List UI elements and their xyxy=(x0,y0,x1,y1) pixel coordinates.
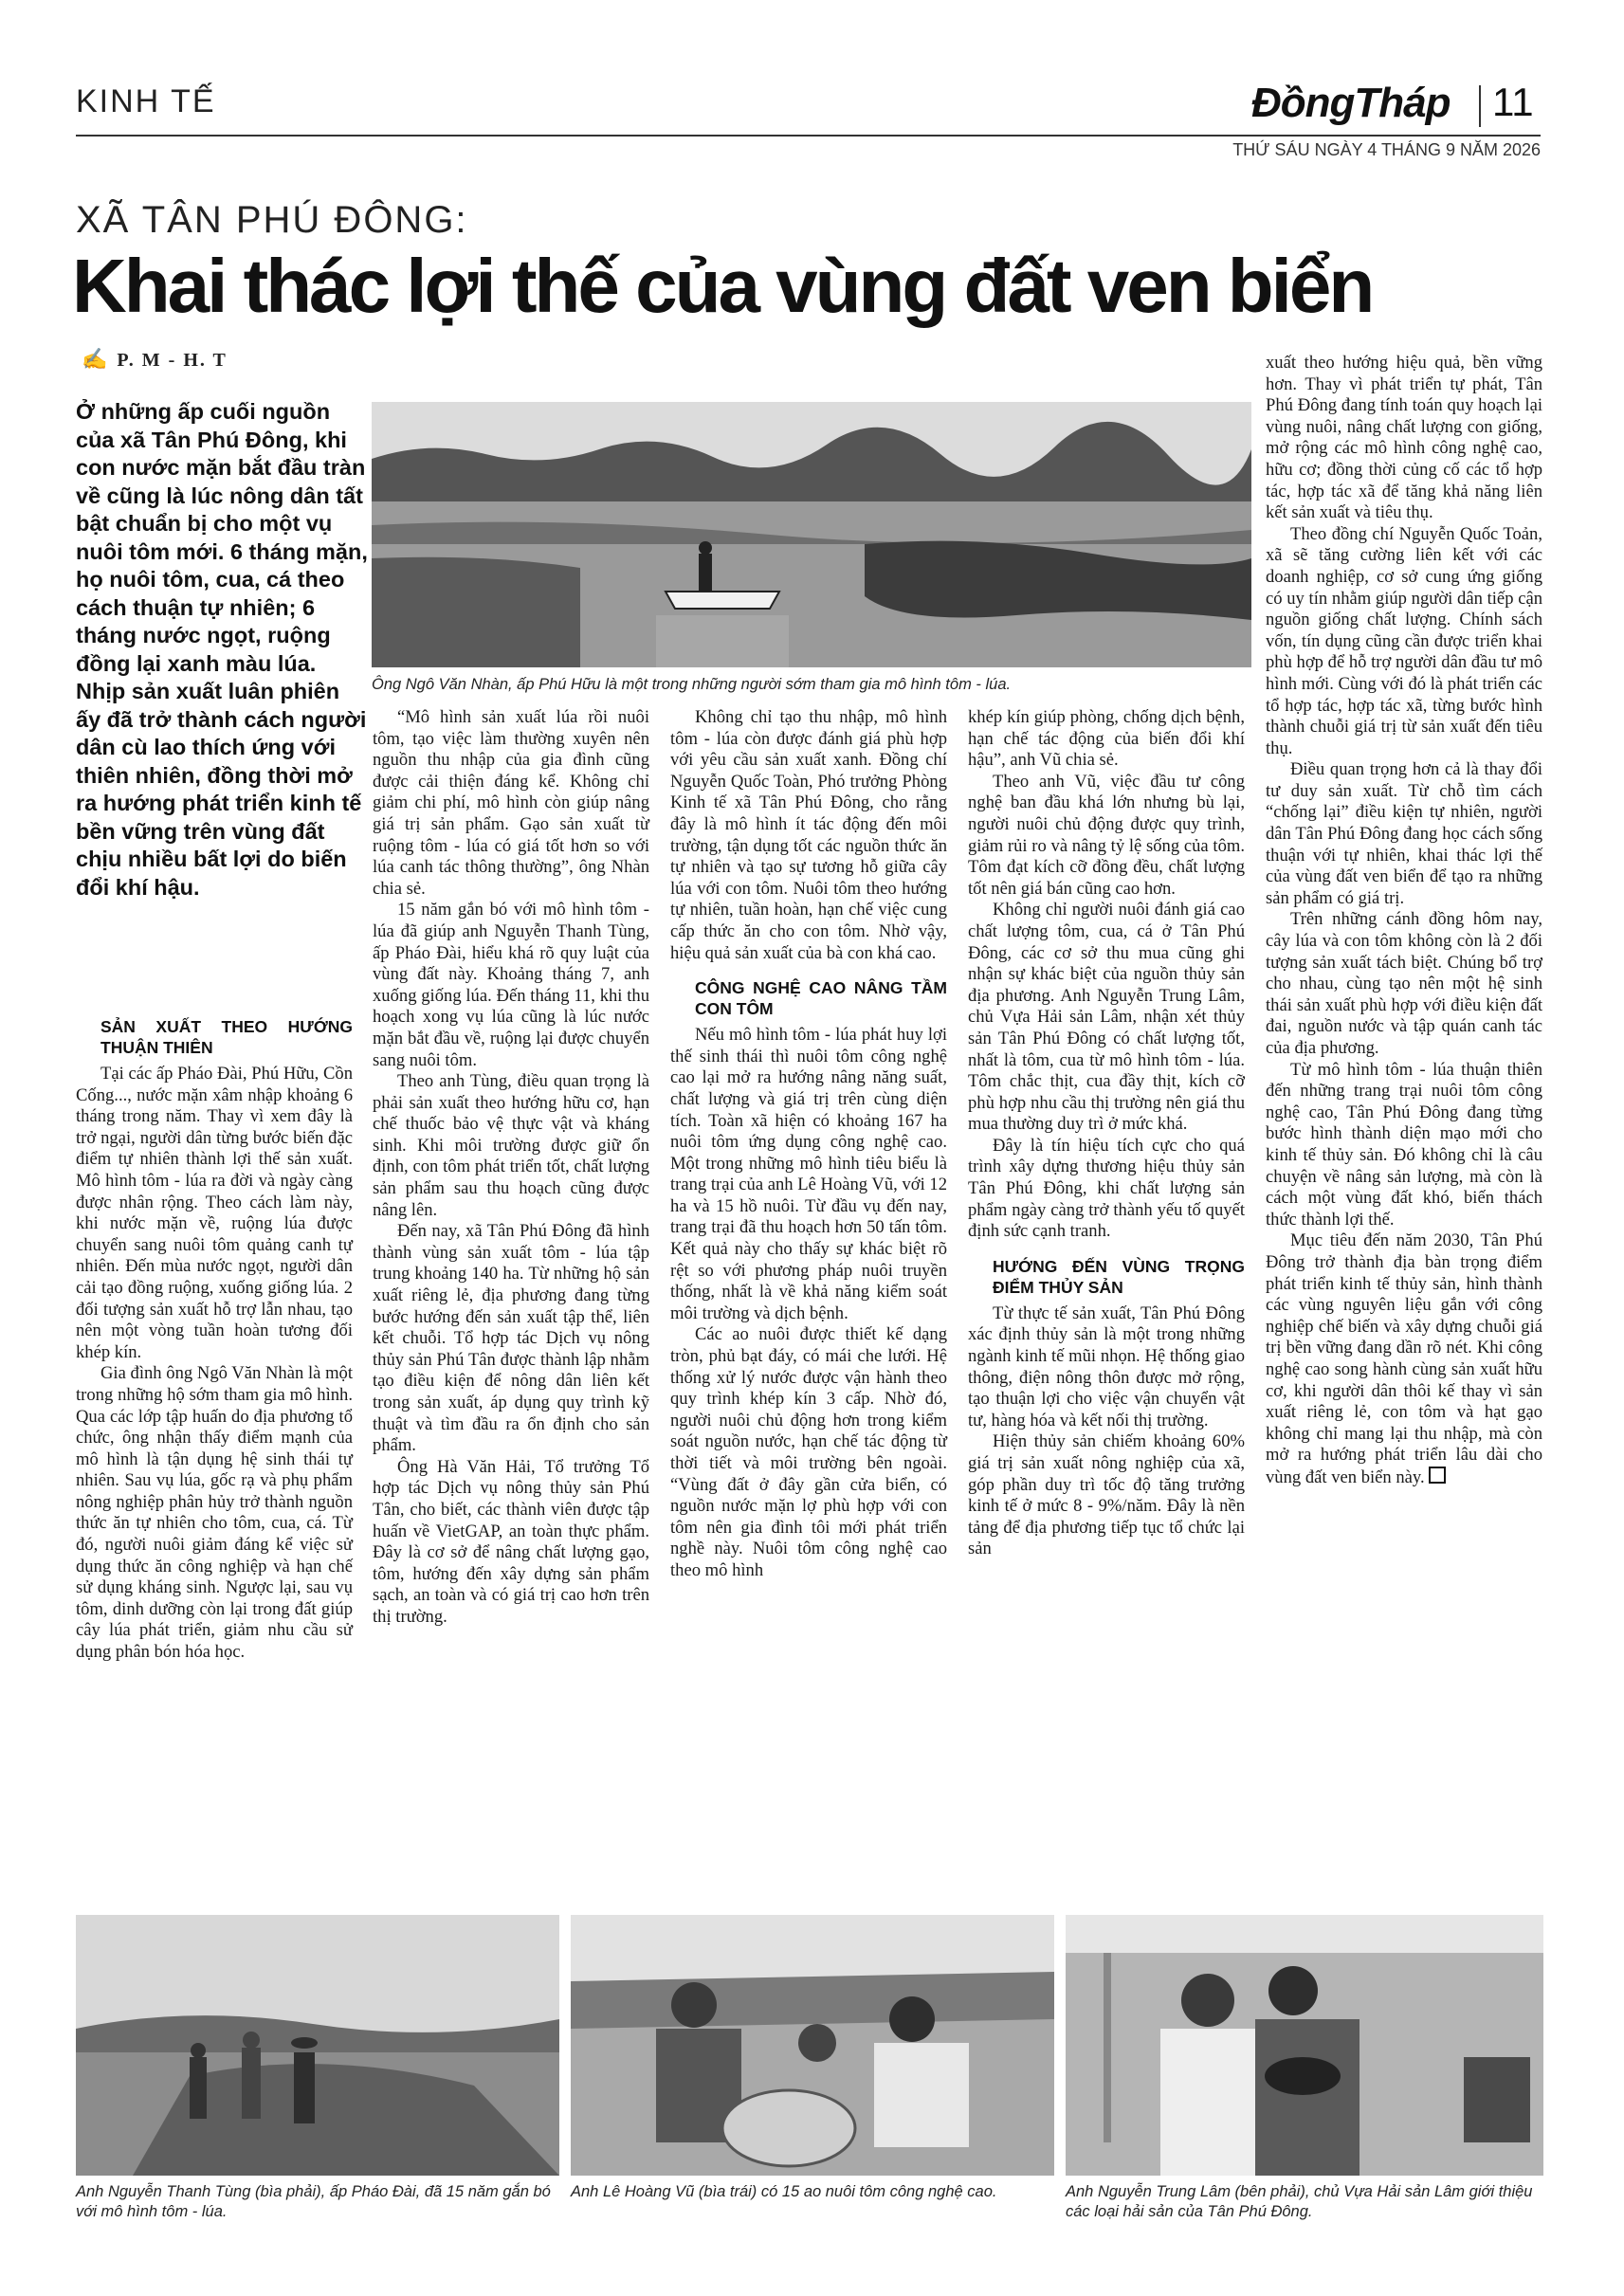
photo-right-caption: Anh Nguyễn Trung Lâm (bên phải), chủ Vựa Hải sản Lâm giới thiệu các loại hải sản của Tân Phú Đông. xyxy=(1066,2183,1533,2220)
paragraph: Đến nay, xã Tân Phú Đông đã hình thành vùng sản xuất tôm - lúa tập trung khoảng 140 ha. Từ những hộ sản xuất riêng lẻ, địa phương đang từng bước hướng đến sản xuất tập thể, liên kết chuỗi. Tổ hợp tác Dịch vụ nông thủy sản Phú Tân được thành lập nhằm tạo điều kiện để nông dân liên kết trong sản xuất, áp dụng quy trình kỹ thuật và tìm đầu ra ổn định cho sản phẩm. xyxy=(373,1221,649,1456)
section-label: KINH TẾ xyxy=(76,83,216,119)
subheading-cong-nghe: CÔNG NGHỆ CAO NÂNG TẦM CON TÔM xyxy=(695,978,947,1019)
paragraph: Điều quan trọng hơn cả là thay đổi tư duy sản xuất. Từ chỗ tìm cách “chống lại” điều kiện tự nhiên, người dân Tân Phú Đông đang học cách sống thuận với tự nhiên, khai thác lợi thế của vùng đất ven biển để tạo ra những sản phẩm có giá trị. xyxy=(1266,759,1542,908)
pen-icon: ✍ xyxy=(82,347,110,371)
newspaper-masthead: ĐồngTháp xyxy=(1251,80,1451,126)
photo-seafood-shop xyxy=(1066,1915,1543,2176)
paragraph: khép kín giúp phòng, chống dịch bệnh, hạn chế tác động của biến đổi khí hậu”, anh Vũ chia sẻ. xyxy=(968,707,1245,771)
paragraph-text: Mục tiêu đến năm 2030, Tân Phú Đông trở thành địa bàn trọng điểm phát triển kinh tế thủy sản, hình thành các vùng nguyên liệu gắn với công nghiệp chế biến và xây dựng chuỗi giá trị bền vững đang dần rõ nét. Khi công nghệ cao song hành cùng sản xuất hữu cơ, khi người dân thôi kế thay vì sản xuất riêng lẻ, con tôm và hạt gạo không chỉ mang lại thu nhập, mà còn mở ra hướng phát triển lâu dài cho vùng đất ven biển này. xyxy=(1266,1230,1542,1487)
paragraph: Theo đồng chí Nguyễn Quốc Toản, xã sẽ tăng cường liên kết với các doanh nghiệp, cơ sở cung ứng giống có uy tín nhằm giúp người dân tiếp cận nguồn giống chất lượng. Chính sách vốn, tín dụng cũng cần được triển khai phù hợp để hỗ trợ người dân đầu tư mô hình mới. Cùng với đó là phát triển các tổ hợp tác, hợp tác xã, từng bước hình thành chuỗi giá trị từ sản xuất đến tiêu thụ. xyxy=(1266,523,1542,758)
paragraph: Gia đình ông Ngô Văn Nhàn là một trong những hộ sớm tham gia mô hình. Qua các lớp tập huấn do địa phương tổ chức, ông nhận thấy điểm mạnh của mô hình là tận dụng hệ sinh thái tự nhiên. Sau vụ lúa, gốc rạ và phụ phẩm nông nghiệp phân hủy trở thành nguồn thức ăn tự nhiên cho tôm, cua, cá. Từ đó, người nuôi giảm đáng kể việc sử dụng thức ăn công nghiệp và hạn chế sử dụng kháng sinh. Ngược lại, sau vụ tôm, dinh dưỡng còn lại trong đất giúp cây lúa phát triển, giảm nhu cầu sử dụng phân bón hóa học. xyxy=(76,1363,353,1663)
photo-left-caption: Anh Nguyễn Thanh Tùng (bìa phải), ấp Pháo Đài, đã 15 năm gắn bó với mô hình tôm - lúa. xyxy=(76,2183,551,2220)
byline-text: P. M - H. T xyxy=(117,350,228,371)
photo-farmers-field xyxy=(76,1915,559,2176)
main-photo-caption: Ông Ngô Văn Nhàn, ấp Phú Hữu là một trong những người sớm tham gia mô hình tôm - lúa. xyxy=(372,676,1012,693)
article-column-5 xyxy=(1266,353,1542,1488)
publication-date: THỨ SÁU NGÀY 4 THÁNG 9 NĂM 2026 xyxy=(1232,140,1541,159)
paragraph: Theo anh Tùng, điều quan trọng là phải sản xuất theo hướng hữu cơ, hạn chế thuốc bảo vệ thực vật và kháng sinh. Khi môi trường được giữ ổn định, con tôm phát triển tốt, chất lượng sản phẩm sau thu hoạch cũng được nâng lên. xyxy=(373,1071,649,1220)
lead-paragraph: Ở những ấp cuối nguồn của xã Tân Phú Đông, khi con nước mặn bắt đầu tràn về cũng là lúc nông dân tất bật chuẩn bị cho một vụ nuôi tôm mới. 6 tháng mặn, họ nuôi tôm, cua, cá theo cách thuận tự nhiên; 6 tháng nước ngọt, ruộng đồng lại xanh màu lúa. Nhịp sản xuất luân phiên ấy đã trở thành cách người dân cù lao thích ứng với thiên nhiên, đồng thời mở ra hướng phát triển kinh tế bền vững trên vùng đất chịu nhiều bất lợi do biến đổi khí hậu. xyxy=(76,399,368,900)
paragraph xyxy=(1266,1230,1542,1488)
photo-shrimp-farm xyxy=(571,1915,1054,2176)
paragraph: Tại các ấp Pháo Đài, Phú Hữu, Cồn Cống..., nước mặn xâm nhập khoảng 6 tháng trong năm. Thay vì xem đây là trở ngại, người dân từng bước biến đặc điểm tự nhiên thành lợi thế sản xuất. Mô hình tôm - lúa ra đời và ngày càng được nhân rộng. Theo cách làm này, khi nước mặn về, ruộng lúa được chuyển sang nuôi tôm quảng canh tự nhiên. Đến mùa nước ngọt, người dân cải tạo đồng ruộng, xuống giống lúa. 2 đối tượng sản xuất hỗ trợ lẫn nhau, tạo nên một vòng tuần hoàn tương đối khép kín. xyxy=(76,1064,353,1362)
article-column-4 xyxy=(968,707,1245,1560)
main-photo-boat xyxy=(372,402,1251,667)
paragraph: Hiện thủy sản chiếm khoảng 60% giá trị sản xuất nông nghiệp của xã, góp phần duy trì tốc độ tăng trưởng kinh tế ở mức 8 - 9%/năm. Đây là nền tảng để địa phương tiếp tục tổ chức lại sản xyxy=(968,1431,1245,1559)
paragraph: “Mô hình sản xuất lúa rồi nuôi tôm, tạo việc làm thường xuyên nên nguồn thu nhập của gia đình cũng được cải thiện đáng kể. Không chỉ giảm chi phí, mô hình còn giúp nâng giá trị sản phẩm. Gạo sản xuất từ ruộng tôm - lúa có giá tốt hơn so với lúa canh tác thông thường”, ông Nhàn chia sẻ. xyxy=(373,707,649,899)
paragraph: Trên những cánh đồng hôm nay, cây lúa và con tôm không còn là 2 đối tượng sản xuất tách biệt. Chúng bổ trợ cho nhau, cùng tạo nên một hệ sinh thái sản xuất phù hợp với điều kiện đất đai, nguồn nước và tập quán canh tác của địa phương. xyxy=(1266,909,1542,1058)
paragraph: Từ thực tế sản xuất, Tân Phú Đông xác định thủy sản là một trong những ngành kinh tế mũi nhọn. Hệ thống giao thông, điện nông thôn được mở rộng, tạo thuận lợi cho việc vận chuyển vật tư, hàng hóa và kết nối thị trường. xyxy=(968,1303,1245,1430)
subheading-thuy-san: HƯỚNG ĐẾN VÙNG TRỌNG ĐIỂM THỦY SẢN xyxy=(993,1256,1245,1297)
header-rule xyxy=(76,135,1541,137)
paragraph: Các ao nuôi được thiết kế dạng tròn, phủ bạt đáy, có mái che lưới. Hệ thống xử lý nước được vận hành theo quy trình khép kín 3 cấp. Nhờ đó, người nuôi chủ động hơn trong kiểm soát nguồn nước, hạn chế tác động từ thời tiết và môi trường bên ngoài. “Vùng đất ở đây gần cửa biển, có nguồn nước mặn lợ phù hợp với con tôm nên gia đình tôi mới phát triển nghề này. Nuôi tôm công nghệ cao theo mô hình xyxy=(670,1324,947,1580)
masthead-divider xyxy=(1479,85,1481,127)
end-of-article-icon xyxy=(1429,1467,1446,1484)
article-column-3 xyxy=(670,707,947,1582)
article-column-2 xyxy=(373,707,649,1629)
byline xyxy=(82,347,228,372)
photo-middle-caption: Anh Lê Hoàng Vũ (bìa trái) có 15 ao nuôi tôm công nghệ cao. xyxy=(571,2183,997,2200)
paragraph: Từ mô hình tôm - lúa thuận thiên đến những trang trại nuôi tôm công nghệ cao, Tân Phú Đông đang từng bước hình thành diện mạo mới cho kinh tế thủy sản. Đó không chỉ là câu chuyện về nâng sản lượng, mà còn là cách một vùng đất khó, biến thách thức thành lợi thế. xyxy=(1266,1059,1542,1230)
paragraph: Nếu mô hình tôm - lúa phát huy lợi thế sinh thái thì nuôi tôm công nghệ cao lại mở ra hướng nâng năng suất, chất lượng và giá trị trên cùng diện tích. Toàn xã hiện có khoảng 167 ha nuôi tôm ứng dụng công nghệ cao. Một trong những mô hình tiêu biểu là trang trại của anh Lê Hoàng Vũ, với 12 ha và 15 hồ nuôi. Từ đầu vụ đến nay, trang trại đã thu hoạch hơn 50 tấn tôm. Kết quả này cho thấy sự khác biệt rõ rệt so với phương pháp nuôi truyền thống, nhất là về khả năng kiểm soát môi trường và dịch bệnh. xyxy=(670,1025,947,1323)
page-number: 11 xyxy=(1492,80,1534,124)
paragraph: 15 năm gắn bó với mô hình tôm - lúa đã giúp anh Nguyễn Thanh Tùng, ấp Pháo Đài, hiểu khá rõ quy luật của vùng đất này. Khoảng tháng 7, anh xuống giống lúa. Đến tháng 11, khi thu hoạch xong vụ lúa cũng là lúc nước mặn bắt đầu về, ruộng lại được chuyển sang nuôi tôm. xyxy=(373,900,649,1070)
paragraph: xuất theo hướng hiệu quả, bền vững hơn. Thay vì phát triển tự phát, Tân Phú Đông đang tính toán quy hoạch lại vùng nuôi, nâng chất lượng con giống, mở rộng các mô hình công nghệ cao, hữu cơ; đồng thời củng cố các tổ hợp tác, hợp tác xã để tăng khả năng liên kết sản xuất và tiêu thụ. xyxy=(1266,353,1542,523)
article-headline: Khai thác lợi thế của vùng đất ven biển xyxy=(72,244,1373,328)
paragraph: Không chỉ người nuôi đánh giá cao chất lượng tôm, cua, cá ở Tân Phú Đông, các cơ sở thu mua cũng ghi nhận sự khác biệt của nguồn thủy sản địa phương. Anh Nguyễn Trung Lâm, chủ Vựa Hải sản Lâm, nhận xét thủy sản Tân Phú Đông có chất lượng tốt, nhất là tôm, cua từ mô hình tôm - lúa. Tôm chắc thịt, cua đầy thịt, kích cỡ phù hợp nhu cầu thị trường nên giá thu mua thường duy trì ở mức khá. xyxy=(968,900,1245,1135)
paragraph: Đây là tín hiệu tích cực cho quá trình xây dựng thương hiệu thủy sản Tân Phú Đông, khi chất lượng sản phẩm ngày càng trở thành yếu tố quyết định sức cạnh tranh. xyxy=(968,1135,1245,1242)
paragraph: Ông Hà Văn Hải, Tổ trưởng Tổ hợp tác Dịch vụ nông thủy sản Phú Tân, cho biết, các thành viên được tập huấn về VietGAP, an toàn thực phẩm. Đây là cơ sở để nâng chất lượng gạo, tôm, hướng đến xây dựng sản phẩm sạch, an toàn và có giá trị cao hơn trên thị trường. xyxy=(373,1456,649,1627)
subheading-san-xuat: SẢN XUẤT THEO HƯỚNG THUẬN THIÊN xyxy=(100,1017,353,1057)
article-column-1 xyxy=(76,1003,353,1664)
paragraph: Theo anh Vũ, việc đầu tư công nghệ ban đầu khá lớn nhưng bù lại, người nuôi chủ động được quy trình, giảm rủi ro và nâng tỷ lệ sống của tôm. Tôm đạt kích cỡ đồng đều, chất lượng tốt nên giá bán cũng cao hơn. xyxy=(968,771,1245,899)
article-kicker: XÃ TÂN PHÚ ĐÔNG: xyxy=(76,199,468,241)
paragraph: Không chỉ tạo thu nhập, mô hình tôm - lúa còn được đánh giá phù hợp với yêu cầu sản xuất xanh. Đồng chí Nguyễn Quốc Toàn, Phó trưởng Phòng Kinh tế xã Tân Phú Đông, cho rằng đây là mô hình ít tác động đến môi trường, tận dụng tốt các nguồn thức ăn tự nhiên và tạo sự tương hỗ giữa cây lúa với con tôm. Nuôi tôm theo hướng tự nhiên, tuần hoàn, hạn chế việc cung cấp thức ăn cho con tôm. Nhờ vậy, hiệu quả sản xuất của bà con khá cao. xyxy=(670,707,947,963)
